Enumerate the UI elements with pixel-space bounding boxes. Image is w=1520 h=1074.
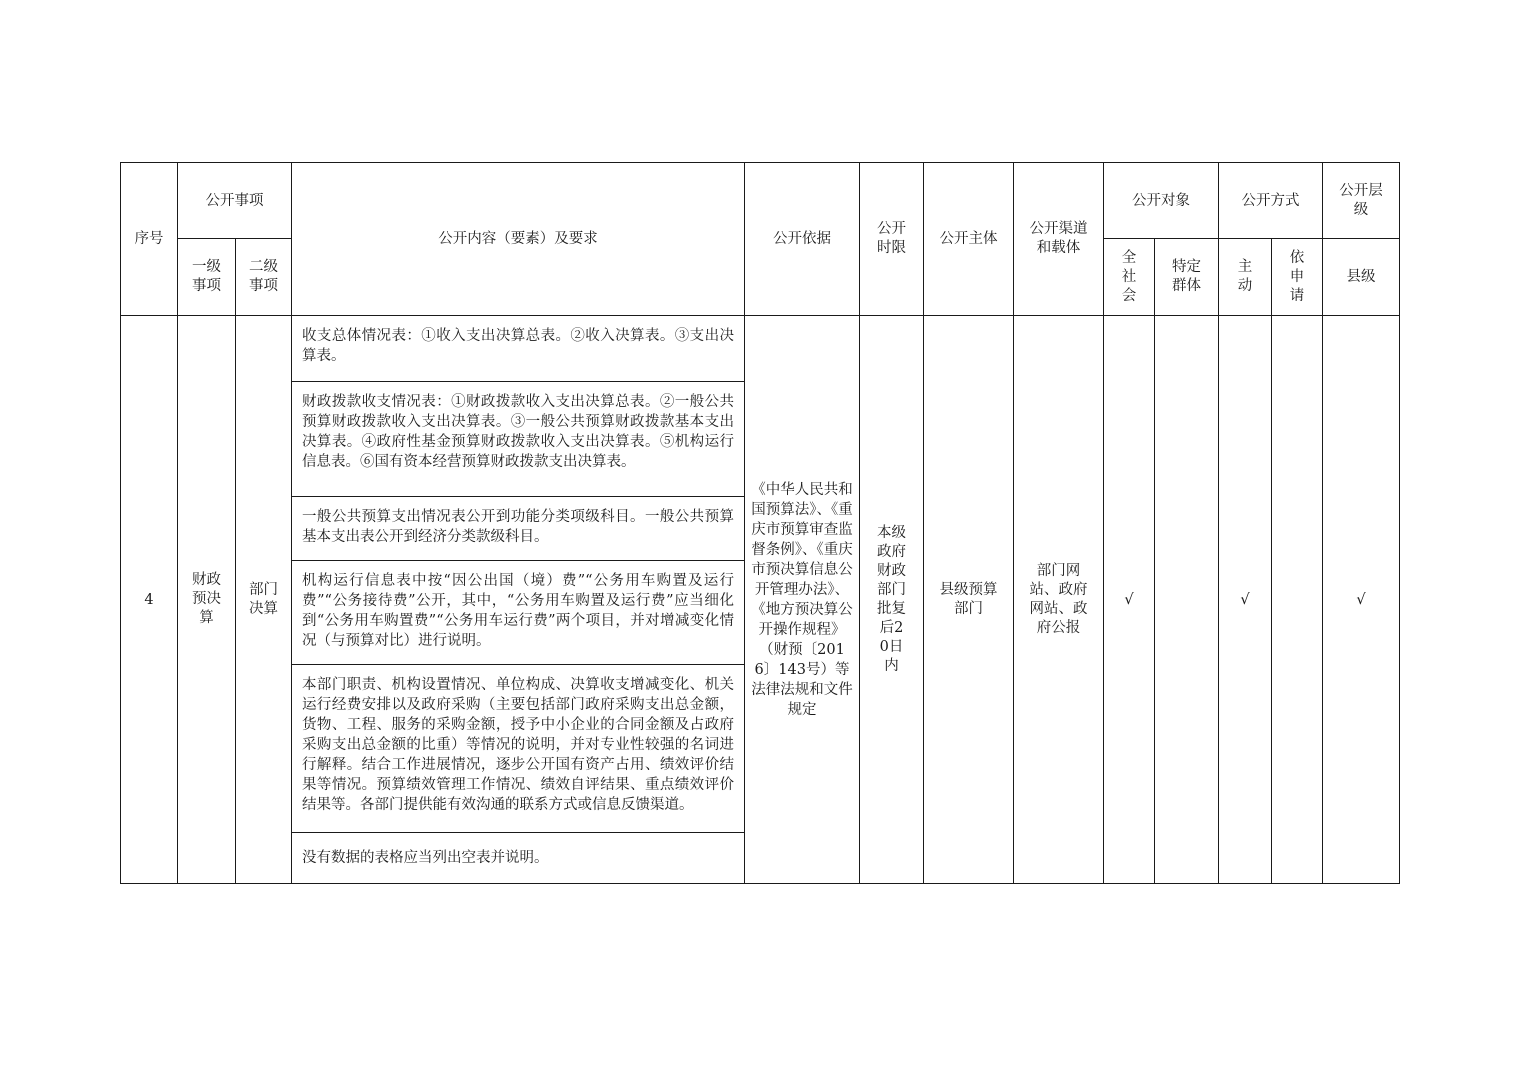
cell-time-limit: 本级政府财政部门批复后20日内	[860, 316, 924, 884]
header-level1: 一级事项	[178, 239, 236, 316]
cell-level-county: √	[1323, 316, 1400, 884]
cell-target-all: √	[1104, 316, 1155, 884]
header-method: 公开方式	[1219, 163, 1323, 239]
cell-method-apply	[1272, 316, 1323, 884]
header-target-all: 全社会	[1104, 239, 1155, 316]
content-cell-6: 没有数据的表格应当列出空表并说明。	[292, 833, 745, 884]
content-cell-1: 收支总体情况表：①收入支出决算总表。②收入决算表。③支出决算表。	[292, 316, 745, 382]
cell-method-active: √	[1219, 316, 1272, 884]
header-subject: 公开主体	[924, 163, 1014, 316]
header-channel: 公开渠道和载体	[1014, 163, 1104, 316]
cell-level2: 部门决算	[236, 316, 292, 884]
header-method-active: 主动	[1219, 239, 1272, 316]
content-cell-2: 财政拨款收支情况表：①财政拨款收入支出决算总表。②一般公共预算财政拨款收入支出决算表。③一般公共预算财政拨款基本支出决算表。④政府性基金预算财政拨款收入支出决算表。⑤机构运行信息表。⑥国有资本经营预算财政拨款支出决算表。	[292, 382, 745, 497]
header-target-specific: 特定群体	[1155, 239, 1219, 316]
cell-level1: 财政预决算	[178, 316, 236, 884]
header-matters: 公开事项	[178, 163, 292, 239]
cell-target-specific	[1155, 316, 1219, 884]
header-target: 公开对象	[1104, 163, 1219, 239]
content-cell-3: 一般公共预算支出情况表公开到功能分类项级科目。一般公共预算基本支出表公开到经济分类款级科目。	[292, 497, 745, 561]
disclosure-table	[120, 162, 1400, 884]
cell-seq: 4	[121, 316, 178, 884]
header-seq: 序号	[121, 163, 178, 316]
header-level: 公开层级	[1323, 163, 1400, 239]
header-level-county: 县级	[1323, 239, 1400, 316]
header-basis: 公开依据	[745, 163, 860, 316]
cell-channel: 部门网站、政府网站、政府公报	[1014, 316, 1104, 884]
content-cell-5: 本部门职责、机构设置情况、单位构成、决算收支增减变化、机关运行经费安排以及政府采购（主要包括部门政府采购支出总金额，货物、工程、服务的采购金额，授予中小企业的合同金额及占政府采购支出总金额的比重）等情况的说明，并对专业性较强的名词进行解释。结合工作进展情况，逐步公开国有资产占用、绩效评价结果等情况。预算绩效管理工作情况、绩效自评结果、重点绩效评价结果等。各部门提供能有效沟通的联系方式或信息反馈渠道。	[292, 665, 745, 833]
header-content: 公开内容（要素）及要求	[292, 163, 745, 316]
header-time-limit: 公开时限	[860, 163, 924, 316]
cell-basis: 《中华人民共和国预算法》、《重庆市预算审查监督条例》、《重庆市预决算信息公开管理办法》、《地方预决算公开操作规程》（财预〔2016〕143号）等法律法规和文件规定	[745, 316, 860, 884]
cell-subject: 县级预算部门	[924, 316, 1014, 884]
header-method-apply: 依申请	[1272, 239, 1323, 316]
table-row	[121, 316, 1400, 382]
header-row-1	[121, 163, 1400, 239]
content-cell-4: 机构运行信息表中按“因公出国（境）费”“公务用车购置及运行费”“公务接待费”公开，其中，“公务用车购置及运行费”应当细化到“公务用车购置费”“公务用车运行费”两个项目，并对增减变化情况（与预算对比）进行说明。	[292, 561, 745, 665]
header-level2: 二级事项	[236, 239, 292, 316]
